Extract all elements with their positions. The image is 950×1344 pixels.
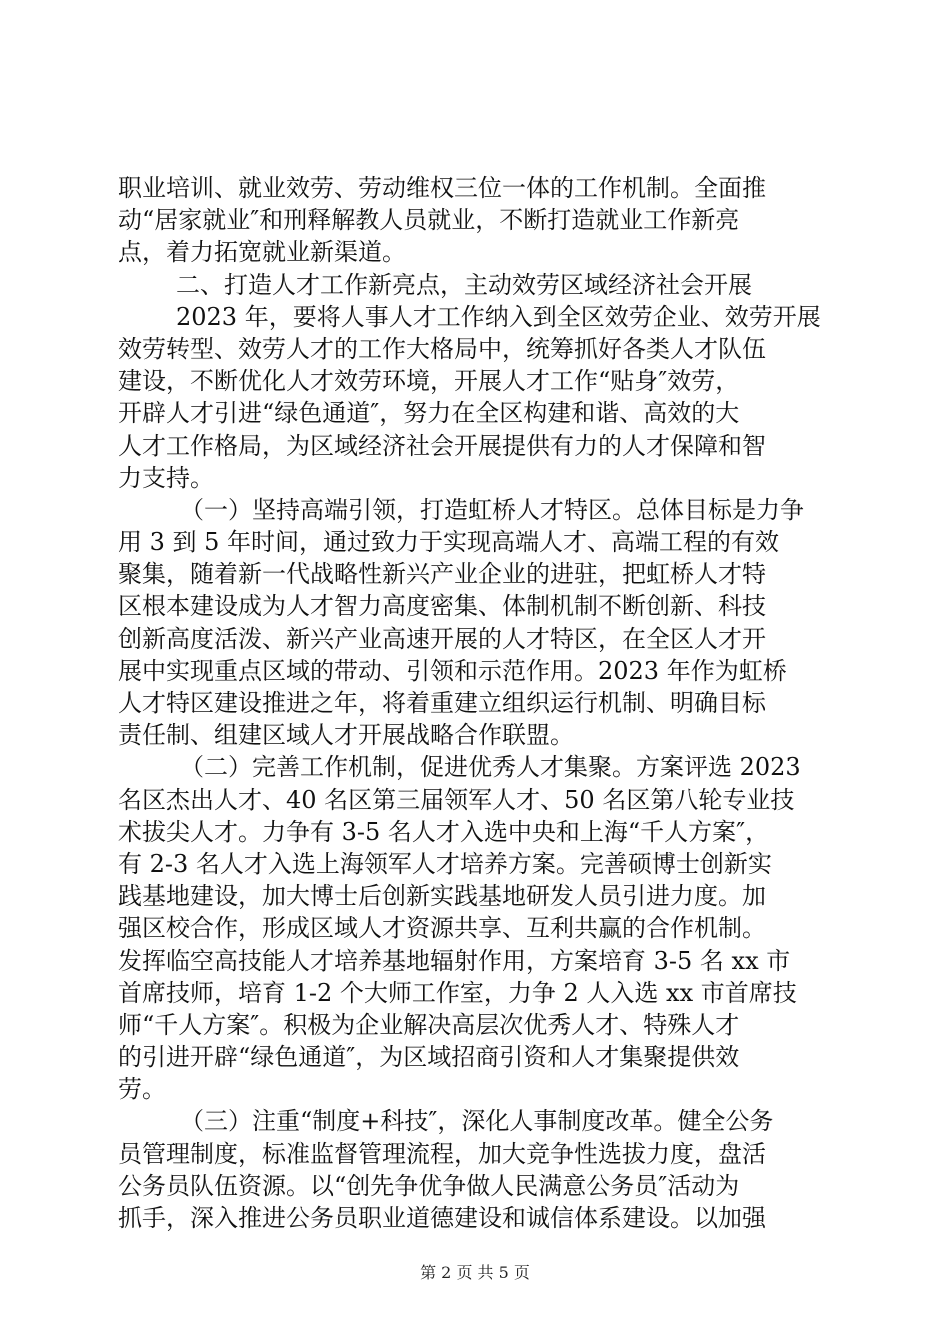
text-line: 职业培训、就业效劳、劳动维权三位一体的工作机制。全面推: [118, 174, 766, 202]
text-line: 力支持。: [118, 463, 214, 492]
text-line: 动“居家就业″和刑释解教人员就业，不断打造就业工作新亮: [118, 206, 740, 235]
text-line: 名区杰出人才、40 名区第三届领军人才、50 名区第八轮专业技: [118, 785, 795, 814]
text-line: 责任制、组建区域人才开展战略合作联盟。: [118, 721, 574, 750]
text-line: 首席技师，培育 1-2 个大师工作室，力争 2 人入选 xx 市首席技: [118, 978, 797, 1007]
subsection-line: （二）完善工作机制，促进优秀人才集聚。方案评选 2023: [180, 753, 801, 782]
text-line: 点，着力拓宽就业新渠道。: [118, 238, 406, 267]
text-line: 用 3 到 5 年时间，通过致力于实现高端人才、高端工程的有效: [118, 528, 780, 557]
text-line: 聚集，随着新一代战略性新兴产业企业的进驻，把虹桥人才特: [118, 560, 766, 589]
text-line: 师“千人方案″。积极为企业解决高层次优秀人才、特殊人才: [118, 1010, 740, 1039]
text-line: 的引进开辟“绿色通道″，为区域招商引资和人才集聚提供效: [118, 1043, 740, 1072]
text-line: 强区校合作，形成区域人才资源共享、互利共赢的合作机制。: [118, 914, 766, 943]
text-line: 劳。: [118, 1075, 166, 1104]
text-line: 创新高度活泼、新兴产业高速开展的人才特区，在全区人才开: [118, 624, 766, 653]
subsection-line: （三）注重“制度+科技″，深化人事制度改革。健全公务: [180, 1107, 774, 1136]
text-line: 发挥临空高技能人才培养基地辐射作用，方案培育 3-5 名 xx 市: [118, 946, 791, 975]
text-line: 术拔尖人才。力争有 3-5 名人才入选中央和上海“千人方案″，: [118, 817, 770, 846]
text-line: 展中实现重点区域的带动、引领和示范作用。2023 年作为虹桥: [118, 656, 787, 685]
text-line: 2023 年，要将人事人才工作纳入到全区效劳企业、效劳开展: [176, 302, 821, 331]
text-line: 人才特区建设推进之年，将着重建立组织运行机制、明确目标: [118, 689, 766, 717]
text-line: 区根本建设成为人才智力高度密集、体制机制不断创新、科技: [118, 592, 766, 621]
text-line: 有 2-3 名人才入选上海领军人才培养方案。完善硕博士创新实: [118, 849, 772, 878]
text-line: 开辟人才引进“绿色通道″，努力在全区构建和谐、高效的大: [118, 399, 740, 428]
text-line: 公务员队伍资源。以“创先争优争做人民满意公务员″活动为: [118, 1171, 740, 1200]
subsection-line: （一）坚持高端引领，打造虹桥人才特区。总体目标是力争: [180, 495, 804, 524]
section-heading: 二、打造人才工作新亮点，主动效劳区域经济社会开展: [176, 270, 752, 299]
text-line: 建设，不断优化人才效劳环境，开展人才工作“贴身″效劳，: [118, 367, 740, 396]
text-line: 效劳转型、效劳人才的工作大格局中，统筹抓好各类人才队伍: [118, 334, 766, 363]
text-line: 员管理制度，标准监督管理流程，加大竞争性选拔力度，盘活: [118, 1139, 766, 1168]
text-line: 人才工作格局，为区域经济社会开展提供有力的人才保障和智: [118, 431, 766, 460]
page-footer: 第 2 页 共 5 页: [420, 1263, 530, 1282]
text-line: 践基地建设，加大博士后创新实践基地研发人员引进力度。加: [118, 882, 766, 911]
text-line: 抓手，深入推进公务员职业道德建设和诚信体系建设。以加强: [118, 1204, 766, 1232]
document-body: [118, 172, 832, 1234]
